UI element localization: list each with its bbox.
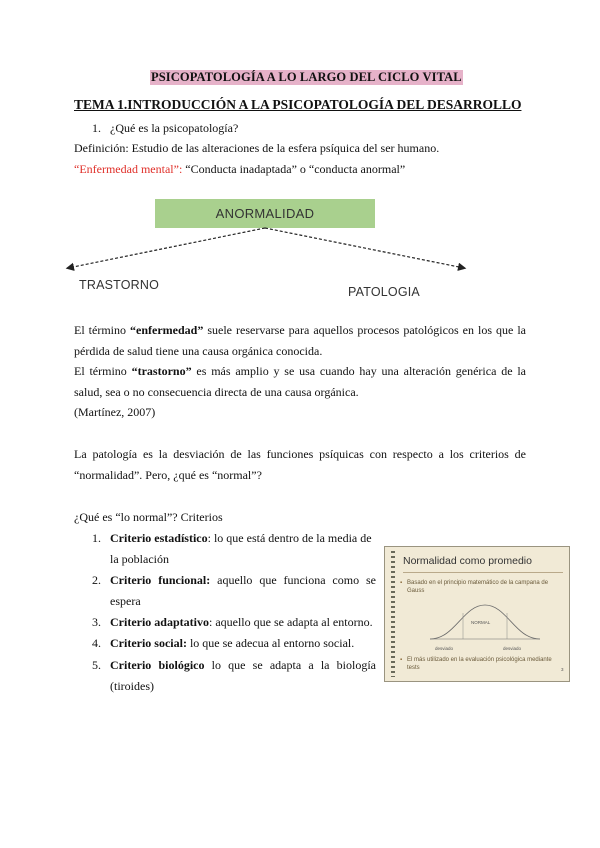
- text: El término: [74, 364, 132, 378]
- left-deviation-label: desviado: [435, 646, 454, 651]
- text: El término: [74, 323, 131, 337]
- patologia-label: PATOLOGIA: [348, 285, 420, 299]
- enfermedad-mental-label: “Enfermedad mental”:: [74, 162, 183, 176]
- criterion-item: [92, 657, 101, 673]
- arrow-to-patologia: [265, 228, 464, 268]
- normal-label: NORMAL: [471, 620, 491, 625]
- diagram-arrows: [60, 224, 480, 284]
- criterion-name: Criterio social:: [110, 636, 187, 650]
- slide-bullet-2: ▪ El más utilizado en la evaluación psicológica mediante tests: [407, 656, 557, 672]
- list-number: 3.: [92, 615, 101, 629]
- para-enfermedad-line1: [74, 322, 526, 338]
- slide-bullet-1: ▪ Basado en el principio matemático de la campana de Gauss: [407, 579, 557, 595]
- gauss-slide-image: [384, 546, 570, 682]
- section-heading: TEMA 1.INTRODUCCIÓN A LA PSICOPATOLOGÍA DEL DESARROLLO: [74, 97, 522, 112]
- criterion-name: Criterio funcional:: [110, 573, 211, 587]
- criterion-desc: : lo que está dentro de la media de: [207, 531, 372, 545]
- anormalidad-box: ANORMALIDAD: [155, 199, 375, 228]
- list-number: 2.: [92, 573, 101, 587]
- definition-line: Definición: Estudio de las alteraciones de la esfera psíquica del ser humano.: [74, 141, 440, 155]
- para-patologia-line2: “normalidad”. Pero, ¿qué es “normal”?: [74, 468, 262, 482]
- notebook-spine: [391, 551, 395, 677]
- criterion-text: [110, 614, 373, 630]
- enfermedad-mental-text: “Conducta inadaptada” o “conducta anormal”: [182, 162, 406, 176]
- term-enfermedad: “enfermedad”: [130, 323, 204, 337]
- criterion-item: [92, 614, 101, 630]
- criterion-name: Criterio estadístico: [110, 531, 208, 545]
- criterion-item: [92, 572, 101, 588]
- criterion-text-cont: (tiroides): [110, 679, 154, 693]
- para-enfermedad-line2: pérdida de salud tiene una causa orgánica conocida.: [74, 344, 323, 358]
- question-what-is-psychopathology: [92, 120, 238, 136]
- arrow-to-trastorno: [68, 228, 265, 268]
- criterion-text: [110, 530, 372, 546]
- criteria-title: ¿Qué es “lo normal”? Criterios: [74, 510, 223, 524]
- criterion-text: [110, 657, 376, 673]
- para-patologia-line1: La patología es la desviación de las funciones psíquicas con respecto a los criterios de: [74, 447, 526, 461]
- criterion-item: [92, 530, 101, 546]
- text: es más amplio y se usa cuando hay una alteración genérica de la: [191, 364, 526, 378]
- document-title: PSICOPATOLOGÍA A LO LARGO DEL CICLO VITAL: [151, 70, 462, 84]
- trastorno-label: TRASTORNO: [79, 278, 160, 292]
- criterion-desc: aquello que funciona como se: [210, 573, 376, 587]
- criterion-text-cont: espera: [110, 594, 141, 608]
- criterion-text: [110, 572, 376, 588]
- list-number: 4.: [92, 636, 101, 650]
- criterion-name: Criterio biológico: [110, 658, 205, 672]
- term-trastorno: “trastorno”: [131, 364, 192, 378]
- criterion-text-cont: la población: [110, 552, 169, 566]
- criterion-desc: : aquello que se adapta al entorno.: [208, 615, 373, 629]
- list-number: 5.: [92, 658, 101, 672]
- criterion-desc: lo que se adecua al entorno social.: [186, 636, 355, 650]
- citation: (Martínez, 2007): [74, 405, 156, 419]
- right-deviation-label: desviado: [503, 646, 522, 651]
- slide-divider: [403, 572, 563, 573]
- criterion-item: [92, 635, 101, 651]
- text: suele reservarse para aquellos procesos patológicos en los que la: [203, 323, 526, 337]
- slide-page-number: 3: [561, 667, 564, 672]
- slide-title: Normalidad como promedio: [403, 555, 532, 567]
- para-trastorno-line2: salud, sea o no consecuencia directa de una causa orgánica.: [74, 385, 359, 399]
- list-number: 1.: [92, 531, 101, 545]
- criterion-text: [110, 635, 354, 651]
- criterion-desc: lo que se adapta a la biología: [204, 658, 376, 672]
- list-number: 1.: [92, 121, 101, 135]
- enfermedad-mental-line: [74, 161, 405, 177]
- criterion-name: Criterio adaptativo: [110, 615, 209, 629]
- list-text: ¿Qué es la psicopatología?: [110, 121, 239, 135]
- para-trastorno-line1: [74, 363, 526, 379]
